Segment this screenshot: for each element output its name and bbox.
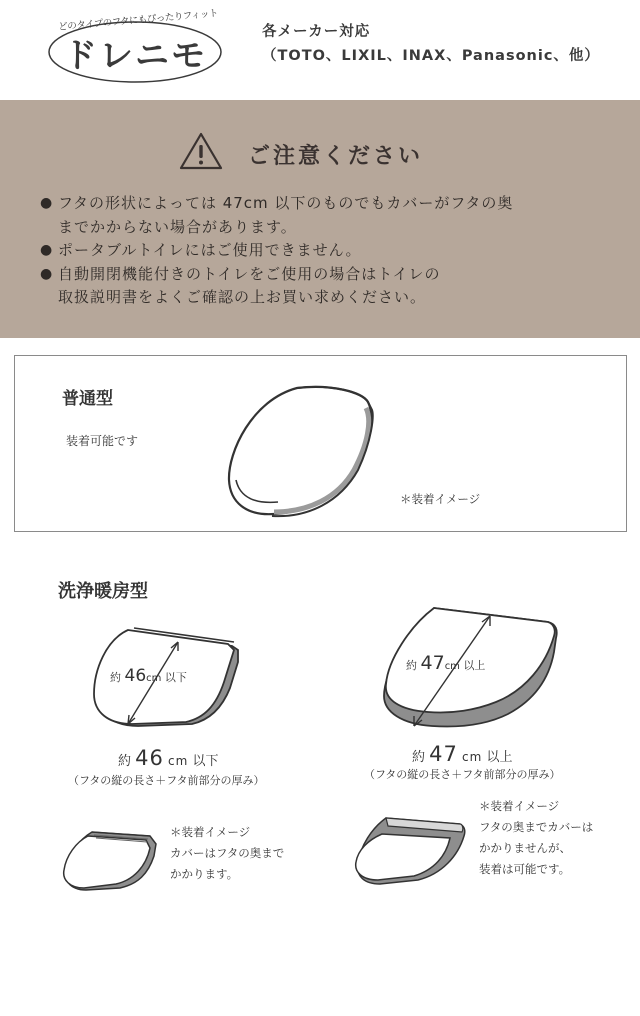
large-size-caption xyxy=(412,742,512,766)
small-size-prefix: 約 xyxy=(118,754,136,769)
caution-item-text: フタの形状によっては 47cm 以下のものでもカバーがフタの奥 までかからない場合があります。 xyxy=(58,194,514,236)
large-lid-number: 47 xyxy=(420,652,445,674)
caution-item xyxy=(40,239,600,263)
small-fit-note xyxy=(170,822,284,885)
large-fit-note-line: ＊装着イメージ xyxy=(479,799,560,813)
large-fit-note-line: かかりませんが、 xyxy=(479,841,571,855)
small-lid-number: 46 xyxy=(124,666,147,686)
small-fit-note-line: ＊装着イメージ xyxy=(170,825,251,839)
small-size-caption xyxy=(118,746,218,770)
small-size-suffix: 以下 xyxy=(188,754,219,769)
normal-type-note: ＊装着イメージ xyxy=(400,492,481,506)
bullet-icon: ● xyxy=(40,265,54,282)
caution-title: ご注意ください xyxy=(248,144,424,169)
small-lid-unit: cm xyxy=(146,673,162,684)
large-size-unit: cm xyxy=(462,750,483,764)
header xyxy=(0,0,640,100)
caution-item xyxy=(40,263,600,310)
maker-compat-list: （TOTO、LIXIL、INAX、Panasonic、他） xyxy=(262,48,600,64)
small-size-unit: cm xyxy=(168,754,189,768)
small-lid-label xyxy=(110,666,187,686)
small-lid-fit-illustration xyxy=(62,826,162,898)
small-size-note: （フタの縦の長さ＋フタ前部分の厚み） xyxy=(68,774,265,787)
small-fit-note-line: カバーはフタの奥まで xyxy=(170,846,285,860)
warning-triangle-icon xyxy=(178,131,224,171)
caution-item-text: ポータブルトイレにはご使用できません。 xyxy=(58,241,362,259)
large-size-prefix: 約 xyxy=(412,750,430,765)
large-lid-prefix: 約 xyxy=(406,659,417,672)
normal-lid-illustration xyxy=(222,380,382,520)
large-size-suffix: 以上 xyxy=(482,750,513,765)
normal-type-title: 普通型 xyxy=(62,389,113,409)
maker-compat xyxy=(262,20,600,68)
caution-item xyxy=(40,192,600,239)
small-fit-note-line: かかります。 xyxy=(170,867,239,881)
small-lid-prefix: 約 xyxy=(110,671,121,684)
large-lid-label xyxy=(406,652,485,674)
large-fit-note-line: 装着は可能です。 xyxy=(479,862,571,876)
caution-list xyxy=(40,192,600,310)
large-lid-suffix: 以上 xyxy=(463,659,486,672)
large-fit-note xyxy=(479,796,593,880)
brand-tagline: どのタイプのフタにもぴったりフィット xyxy=(57,8,219,33)
bullet-icon: ● xyxy=(40,195,54,211)
small-lid-suffix: 以下 xyxy=(164,671,187,684)
large-size-number: 47 xyxy=(429,742,458,766)
brand-name: ドレニモ xyxy=(63,36,207,76)
small-size-number: 46 xyxy=(135,746,164,770)
caution-item-text: 自動開閉機能付きのトイレをご使用の場合はトイレの 取扱説明書をよくご確認の上お買い求めください。 xyxy=(58,264,441,306)
maker-compat-title: 各メーカー対応 xyxy=(262,24,371,40)
large-size-note: （フタの縦の長さ＋フタ前部分の厚み） xyxy=(364,768,561,781)
bullet-icon: ● xyxy=(40,242,54,258)
brand-logo xyxy=(46,8,224,84)
washlet-type-title: 洗浄暖房型 xyxy=(58,581,148,602)
large-fit-note-line: フタの奥までカバーは xyxy=(479,820,594,834)
large-lid-unit: cm xyxy=(444,661,460,672)
normal-type-status: 装着可能です xyxy=(66,434,139,448)
large-lid-fit-illustration xyxy=(352,812,468,890)
